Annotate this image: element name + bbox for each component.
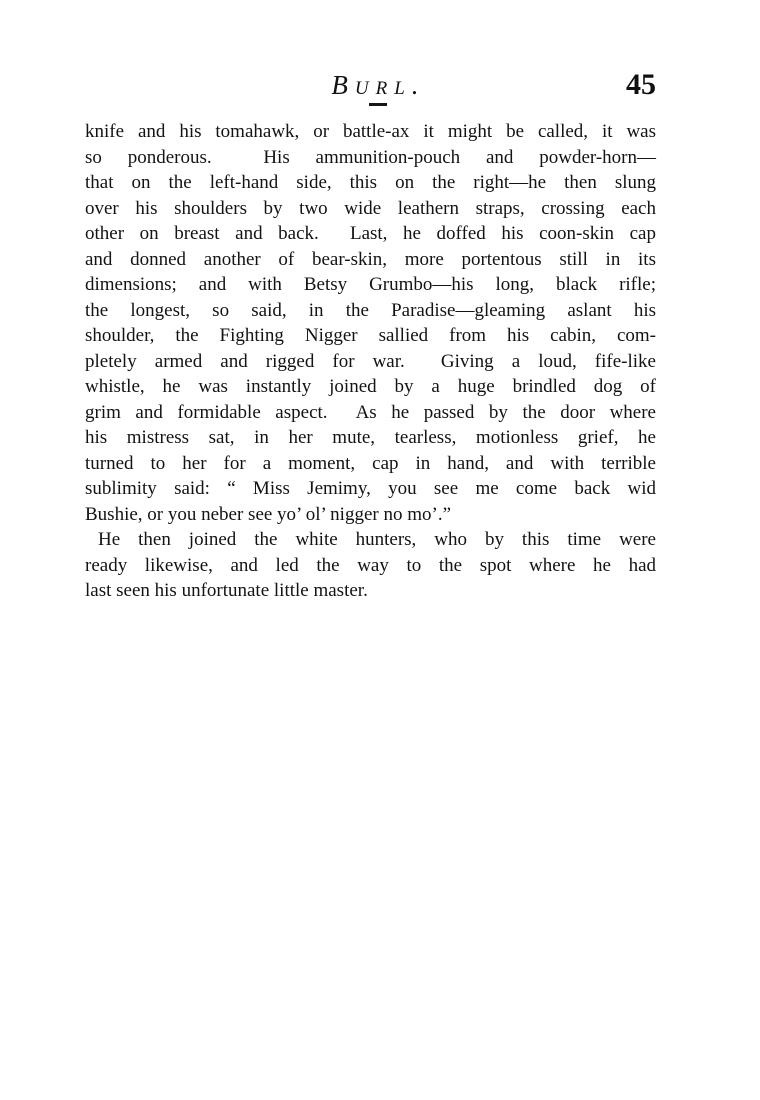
header-rule — [369, 103, 387, 106]
text-line: other on breast and back. Last, he doffed his coon-skin cap — [85, 223, 656, 244]
paragraph — [85, 119, 656, 527]
page-header — [85, 68, 656, 112]
text-line: whistle, he was instantly joined by a huge brindled dog of — [85, 376, 656, 397]
text-line: ready likewise, and led the way to the spot where he had — [85, 554, 656, 576]
text-line: He then joined the white hunters, who by this time were — [98, 529, 656, 550]
text-line: sublimity said: “ Miss Jemimy, you see me come back wid — [85, 478, 656, 499]
paragraph — [85, 527, 656, 604]
text-line: his mistress sat, in her mute, tearless, motionless grief, he — [85, 427, 656, 448]
text-line: the longest, so said, in the Paradise—gleaming aslant his — [85, 299, 656, 321]
text-line: that on the left-hand side, this on the right—he then slung — [85, 172, 656, 193]
text-line: turned to her for a moment, cap in hand, and with terrible — [85, 452, 656, 474]
text-line: pletely armed and rigged for war. Giving a loud, fife-like — [85, 350, 656, 372]
text-line: over his shoulders by two wide leathern straps, crossing each — [85, 197, 656, 219]
text-line: last seen his unfortunate little master. — [85, 580, 368, 601]
text-line: so ponderous. His ammunition-pouch and powder-horn— — [85, 146, 656, 168]
text-line: shoulder, the Fighting Nigger sallied from his cabin, com- — [85, 325, 656, 346]
text-line: grim and formidable aspect. As he passed by the door where — [85, 401, 656, 423]
running-title: Burl. — [331, 70, 426, 100]
text-line: knife and his tomahawk, or battle-ax it might be called, it was — [85, 121, 656, 142]
text-line: and donned another of bear-skin, more portentous still in its — [85, 248, 656, 270]
text-line: dimensions; and with Betsy Grumbo—his long, black rifle; — [85, 274, 656, 295]
page-number: 45 — [626, 68, 656, 101]
body-text — [85, 119, 656, 604]
text-line: Bushie, or you neber see yo’ ol’ nigger no mo’.” — [85, 503, 452, 525]
